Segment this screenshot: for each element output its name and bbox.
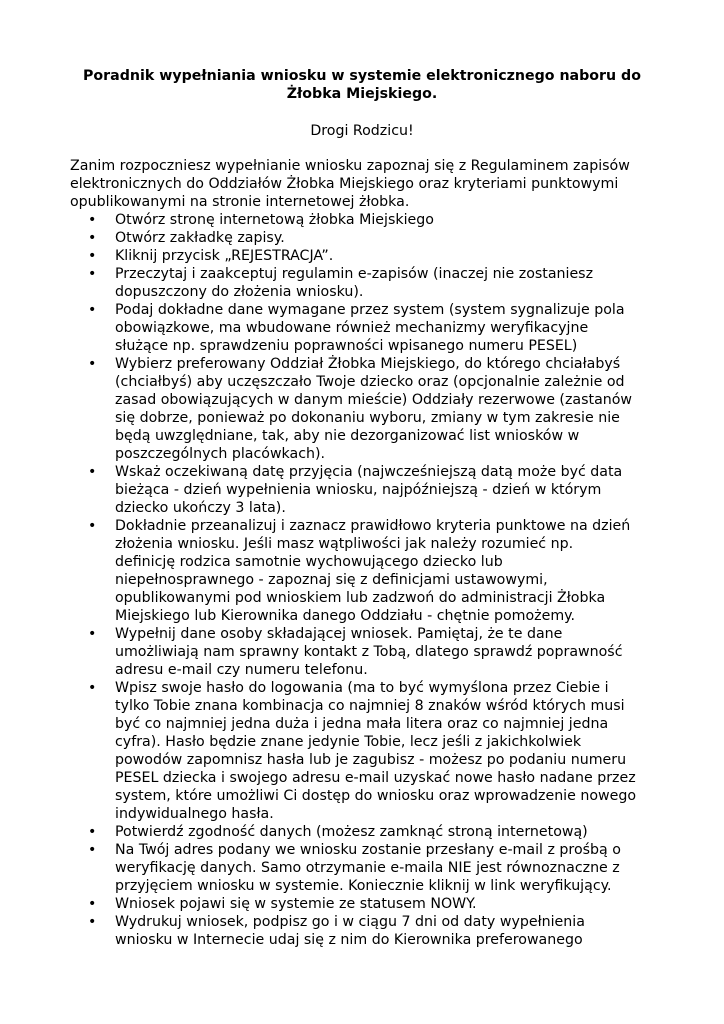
bullet-icon: •	[88, 518, 97, 534]
list-item	[70, 211, 660, 229]
bullet-icon: •	[88, 212, 97, 228]
bullet-icon: •	[88, 680, 97, 696]
list-item	[70, 247, 660, 265]
list-item	[70, 517, 660, 625]
list-item-line: zasad obowiązujących w danym mieście) Oddziały rezerwowe (zastanów	[115, 392, 633, 408]
bullet-icon: •	[88, 914, 97, 930]
list-item	[70, 463, 660, 517]
list-item-line: PESEL dziecka i swojego adresu e-mail uzyskać nowe hasło nadane przez	[115, 770, 636, 786]
document-title	[60, 67, 664, 103]
list-item-line: tylko Tobie znana kombinacja co najmniej 8 znaków wśród których musi	[115, 698, 625, 714]
intro-line: opublikowanymi na stronie internetowej żłobka.	[70, 194, 410, 210]
list-item-line: system, które umożliwi Ci dostęp do wniosku oraz wprowadzenie nowego	[115, 788, 637, 804]
bullet-icon: •	[88, 302, 97, 318]
list-item-line: Miejskiego lub Kierownika danego Oddziału - chętnie pomożemy.	[115, 608, 576, 624]
list-item-line: Na Twój adres podany we wniosku zostanie przesłany e-mail z prośbą o	[115, 842, 621, 858]
list-item-line: cyfra). Hasło będzie znane jedynie Tobie, lecz jeśli z jakichkolwiek	[115, 734, 582, 750]
list-item-line: Potwierdź zgodność danych (możesz zamknąć stroną internetową)	[115, 824, 588, 840]
list-item	[70, 265, 660, 301]
list-item-line: Otwórz zakładkę zapisy.	[115, 230, 285, 246]
list-item-line: powodów zapomnisz hasła lub je zagubisz - możesz po podaniu numeru	[115, 752, 627, 768]
intro-line: Zanim rozpoczniesz wypełnianie wniosku zapoznaj się z Regulaminem zapisów	[70, 158, 630, 174]
intro-line: elektronicznych do Oddziałów Żłobka Miejskiego oraz kryteriami punktowymi	[70, 176, 619, 192]
list-item-line: weryfikację danych. Samo otrzymanie e-maila NIE jest równoznaczne z	[115, 860, 620, 876]
intro-paragraph	[70, 157, 660, 211]
list-item-line: Wniosek pojawi się w systemie ze statusem NOWY.	[115, 896, 477, 912]
list-item-line: przyjęciem wniosku w systemie. Koniecznie kliknij w link weryfikujący.	[115, 878, 612, 894]
list-item	[70, 301, 660, 355]
list-item-line: Wybierz preferowany Oddział Żłobka Miejskiego, do którego chciałabyś	[115, 356, 621, 372]
bullet-icon: •	[88, 248, 97, 264]
list-item-line: być co najmniej jedna duża i jedna mała litera oraz co najmniej jedna	[115, 716, 609, 732]
list-item	[70, 823, 660, 841]
list-item-line: definicję rodzica samotnie wychowującego dziecko lub	[115, 554, 503, 570]
list-item-line: Wskaż oczekiwaną datę przyjęcia (najwcześniejszą datą może być data	[115, 464, 623, 480]
bullet-icon: •	[88, 896, 97, 912]
list-item-line: umożliwiają nam sprawny kontakt z Tobą, dlatego sprawdź poprawność	[115, 644, 623, 660]
bullet-icon: •	[88, 824, 97, 840]
list-item-line: się dobrze, ponieważ po dokonaniu wyboru, zmiany w tym zakresie nie	[115, 410, 620, 426]
list-item-line: złożenia wniosku. Jeśli masz wątpliwości jak należy rozumieć np.	[115, 536, 574, 552]
list-item-line: Wydrukuj wniosek, podpisz go i w ciągu 7 dni od daty wypełnienia	[115, 914, 585, 930]
list-item-line: obowiązkowe, ma wbudowane również mechanizmy weryfikacyjne	[115, 320, 589, 336]
list-item-line: Przeczytaj i zaakceptuj regulamin e-zapisów (inaczej nie zostaniesz	[115, 266, 594, 282]
title-line: Żłobka Miejskiego.	[286, 86, 438, 102]
list-item-line: będą uwzględniane, tak, aby nie dezorganizować list wniosków w	[115, 428, 580, 444]
bullet-icon: •	[88, 626, 97, 642]
bullet-icon: •	[88, 464, 97, 480]
list-item-line: indywidualnego hasła.	[115, 806, 274, 822]
list-item	[70, 895, 660, 913]
list-item-line: wniosku w Internecie udaj się z nim do Kierownika preferowanego	[115, 932, 583, 948]
list-item-line: Dokładnie przeanalizuj i zaznacz prawidłowo kryteria punktowe na dzień	[115, 518, 631, 534]
greeting: Drogi Rodzicu!	[310, 123, 414, 139]
list-item-line: opublikowanymi pod wnioskiem lub zadzwoń do administracji Żłobka	[115, 590, 606, 606]
list-item	[70, 841, 660, 895]
list-item-line: bieżąca - dzień wypełnienia wniosku, najpóźniejszą - dzień w którym	[115, 482, 602, 498]
list-item-line: niepełnosprawnego - zapoznaj się z definicjami ustawowymi,	[115, 572, 548, 588]
list-item-line: adresu e-mail czy numeru telefonu.	[115, 662, 368, 678]
list-item-line: (chciałbyś) aby uczęszczało Twoje dziecko oraz (opcjonalnie zależnie od	[115, 374, 625, 390]
list-item-line: służące np. sprawdzeniu poprawności wpisanego numeru PESEL)	[115, 338, 578, 354]
list-item	[70, 625, 660, 679]
bullet-icon: •	[88, 230, 97, 246]
steps-list	[70, 211, 660, 949]
bullet-icon: •	[88, 356, 97, 372]
list-item	[70, 229, 660, 247]
list-item-line: dopuszczony do złożenia wniosku).	[115, 284, 364, 300]
list-item-line: Wypełnij dane osoby składającej wniosek. Pamiętaj, że te dane	[115, 626, 563, 642]
bullet-icon: •	[88, 266, 97, 282]
list-item	[70, 913, 660, 949]
list-item-line: Otwórz stronę internetową żłobka Miejskiego	[115, 212, 434, 228]
list-item	[70, 355, 660, 463]
bullet-icon: •	[88, 842, 97, 858]
list-item	[70, 679, 660, 823]
list-item-line: Podaj dokładne dane wymagane przez system (system sygnalizuje pola	[115, 302, 625, 318]
list-item-line: Kliknij przycisk „REJESTRACJA”.	[115, 248, 334, 264]
list-item-line: dziecko ukończy 3 lata).	[115, 500, 286, 516]
list-item-line: poszczególnych placówkach).	[115, 446, 326, 462]
title-line: Poradnik wypełniania wniosku w systemie elektronicznego naboru do	[83, 68, 641, 84]
list-item-line: Wpisz swoje hasło do logowania (ma to być wymyślona przez Ciebie i	[115, 680, 609, 696]
